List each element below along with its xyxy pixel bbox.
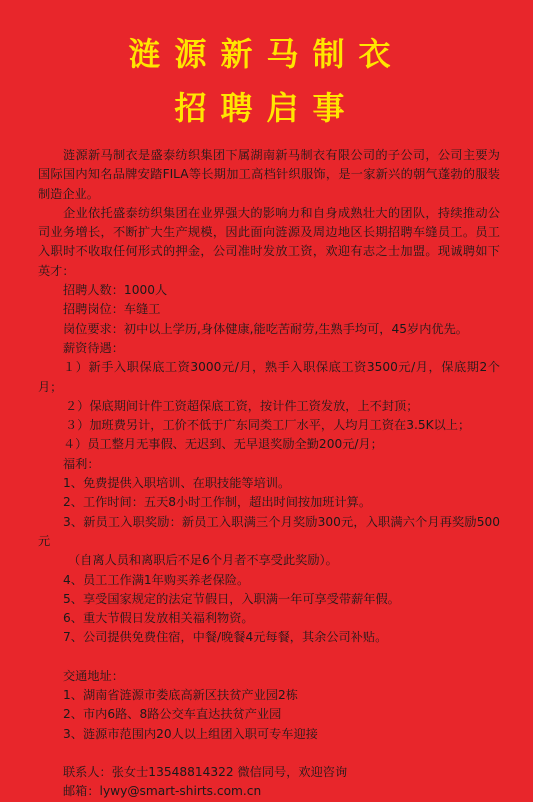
job-requirements: 岗位要求：初中以上学历,身体健康,能吃苦耐劳,生熟手均可，45岁内优先。 bbox=[63, 321, 468, 336]
salary-item: ２）保底期间计件工资超保底工资，按计件工资发放，上不封顶； bbox=[65, 398, 419, 413]
transport-item: 3、涟源市范围内20人以上组团入职可专车迎接 bbox=[63, 726, 318, 741]
benefit-item: 6、重大节假日发放相关福利物资。 bbox=[63, 611, 254, 626]
benefit-item: 1、免费提供入职培训、在职技能等培训。 bbox=[63, 476, 291, 491]
spacer bbox=[38, 648, 500, 667]
contact-person: 联系人：张女士13548814322 微信同号，欢迎咨询 bbox=[63, 764, 348, 779]
transport-item: 2、市内6路、8路公交车直达扶贫产业园 bbox=[63, 707, 282, 722]
transport-heading: 交通地址： bbox=[63, 668, 124, 683]
transport-item: 1、湖南省涟源市娄底高新区扶贫产业园2栋 bbox=[63, 688, 298, 703]
job-position: 招聘岗位：车缝工 bbox=[63, 302, 161, 317]
notice-title: 招聘启事 bbox=[174, 89, 359, 127]
company-title: 涟源新马制衣 bbox=[128, 35, 405, 73]
salary-heading: 薪资待遇： bbox=[63, 340, 124, 355]
contact-email: 邮箱：lywy@smart-shirts.com.cn bbox=[63, 784, 262, 799]
salary-item: ４）员工整月无事假、无迟到、无早退奖励全勤200元/月； bbox=[63, 437, 383, 452]
intro-paragraph-1: 涟源新马制衣是盛泰纺织集团下属湖南新马制衣有限公司的子公司，公司主要为国际国内知名品牌安踏FILA等长期加工高档针织服饰，是一家新兴的朝气蓬勃的服装制造企业。 bbox=[38, 148, 500, 201]
benefit-note: （自离人员和离职后不足6个月者不享受此奖励）。 bbox=[68, 553, 338, 568]
benefit-item: 4、员工工作满1年购买养老保险。 bbox=[63, 572, 250, 587]
salary-item: ３）加班费另计，工价不低于广东同类工厂水平，人均月工资在3.5K以上； bbox=[65, 418, 471, 433]
benefit-item: 2、工作时间：五天8小时工作制，超出时间按加班计算。 bbox=[63, 495, 372, 510]
benefit-item: 3、新员工入职奖励：新员工入职满三个月奖励300元，入职满六个月再奖励500元 bbox=[38, 514, 500, 548]
intro-paragraph-2: 企业依托盛泰纺织集团在业界强大的影响力和自身成熟壮大的团队，持续推动公司业务增长，不断扩大生产规模，因此面向涟源及周边地区长期招聘车缝员工。员工入职时不收取任何形式的押金，公司准时发放工资，欢迎有志之士加盟。现诚聘如下英才： bbox=[38, 205, 500, 278]
benefit-item: 5、享受国家规定的法定节假日，入职满一年可享受带薪年假。 bbox=[63, 591, 400, 606]
job-count: 招聘人数：1000人 bbox=[63, 283, 168, 298]
benefit-item: 7、公司提供免费住宿，中餐/晚餐4元每餐，其余公司补贴。 bbox=[63, 630, 388, 645]
spacer bbox=[38, 744, 500, 763]
poster-body bbox=[38, 146, 500, 802]
benefits-heading: 福利： bbox=[63, 456, 100, 471]
salary-item: １）新手入职保底工资3000元/月，熟手入职保底工资3500元/月，保底期2个月； bbox=[38, 360, 500, 394]
